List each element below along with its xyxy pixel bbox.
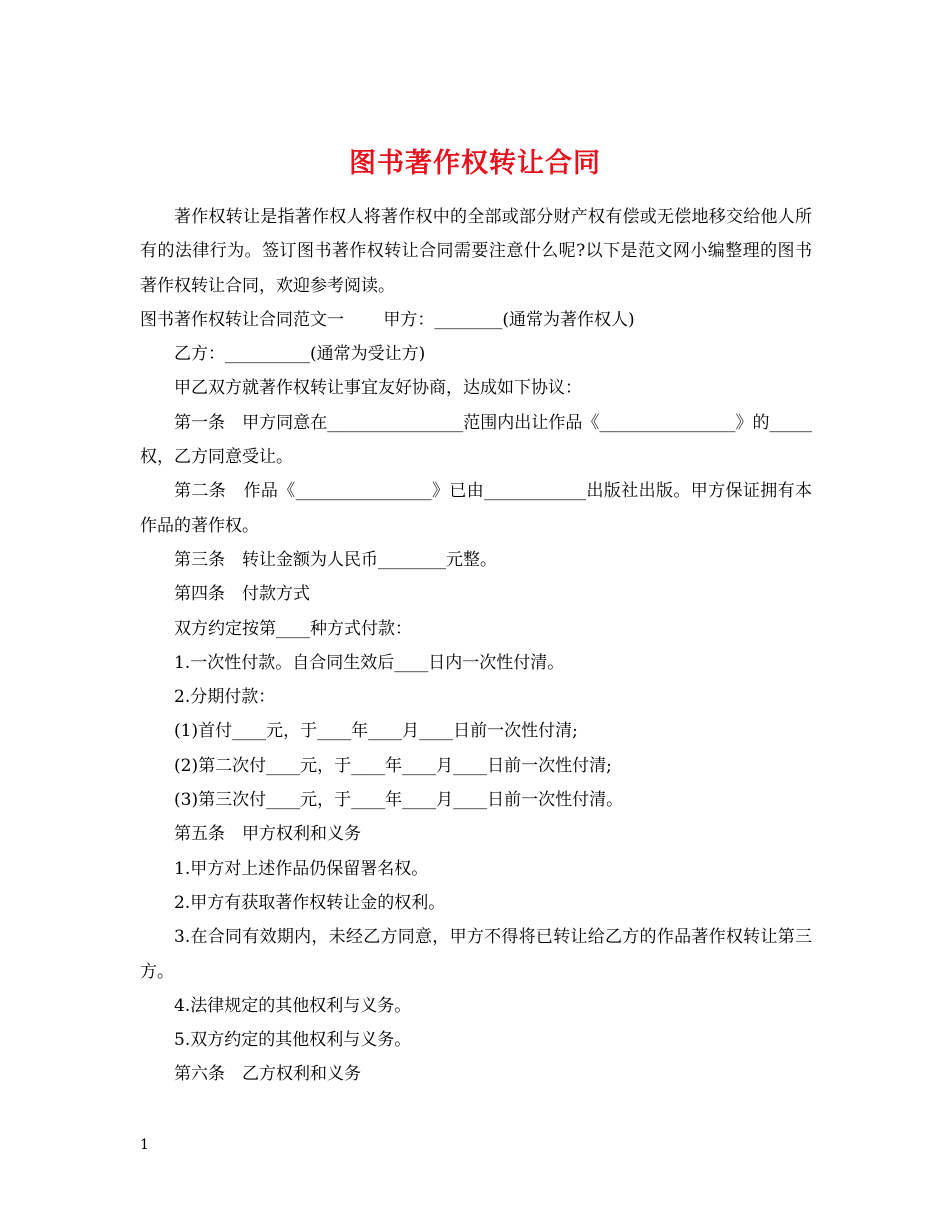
paragraph: 第六条 乙方权利和义务 [174,1064,361,1085]
paragraph: 3.在合同有效期内，未经乙方同意，甲方不得将已转让给乙方的作品著作权转让第三方。 [140,927,812,982]
paragraph: 1.一次性付款。自合同生效后____日内一次性付清。 [174,652,565,673]
paragraph: 第五条 甲方权利和义务 [174,824,361,845]
paragraph: 图书著作权转让合同范文一 甲方：________(通常为著作权人) [140,309,635,330]
paragraph: 著作权转让是指著作权人将著作权中的全部或部分财产权有偿或无偿地移交给他人所有的法律行为。签订图书著作权转让合同需要注意什么呢?以下是范文网小编整理的图书著作权转让合同，欢迎参考阅读。 [140,207,812,296]
paragraph: 双方约定按第____种方式付款： [174,618,412,639]
document-body [140,200,812,1092]
paragraph: 2.分期付款： [174,687,276,708]
paragraph: (1)首付____元，于____年____月____日前一次性付清; [174,721,578,742]
document-title: 图书著作权转让合同 [349,148,601,180]
paragraph: 第一条 甲方同意在________________范围内出让作品《________________》的_____权，乙方同意受让。 [140,412,812,468]
paragraph: 5.双方约定的其他权利与义务。 [174,1030,412,1051]
page-number: 1 [140,1137,149,1153]
paragraph: 4.法律规定的其他权利与义务。 [174,995,412,1016]
paragraph: 乙方：__________(通常为受让方) [174,344,426,365]
paragraph: 1.甲方对上述作品仍保留署名权。 [174,858,429,879]
paragraph: 2.甲方有获取著作权转让金的权利。 [174,892,446,913]
paragraph: 甲乙双方就著作权转让事宜友好协商，达成如下协议： [174,378,582,399]
paragraph: 第二条 作品《________________》已由____________出版社出版。甲方保证拥有本作品的著作权。 [140,481,812,536]
paragraph: (3)第三次付____元，于____年____月____日前一次性付清。 [174,790,624,811]
paragraph: 第四条 付款方式 [174,584,310,605]
paragraph: (2)第二次付____元，于____年____月____日前一次性付清; [174,755,612,776]
paragraph: 第三条 转让金额为人民币________元整。 [174,549,497,570]
